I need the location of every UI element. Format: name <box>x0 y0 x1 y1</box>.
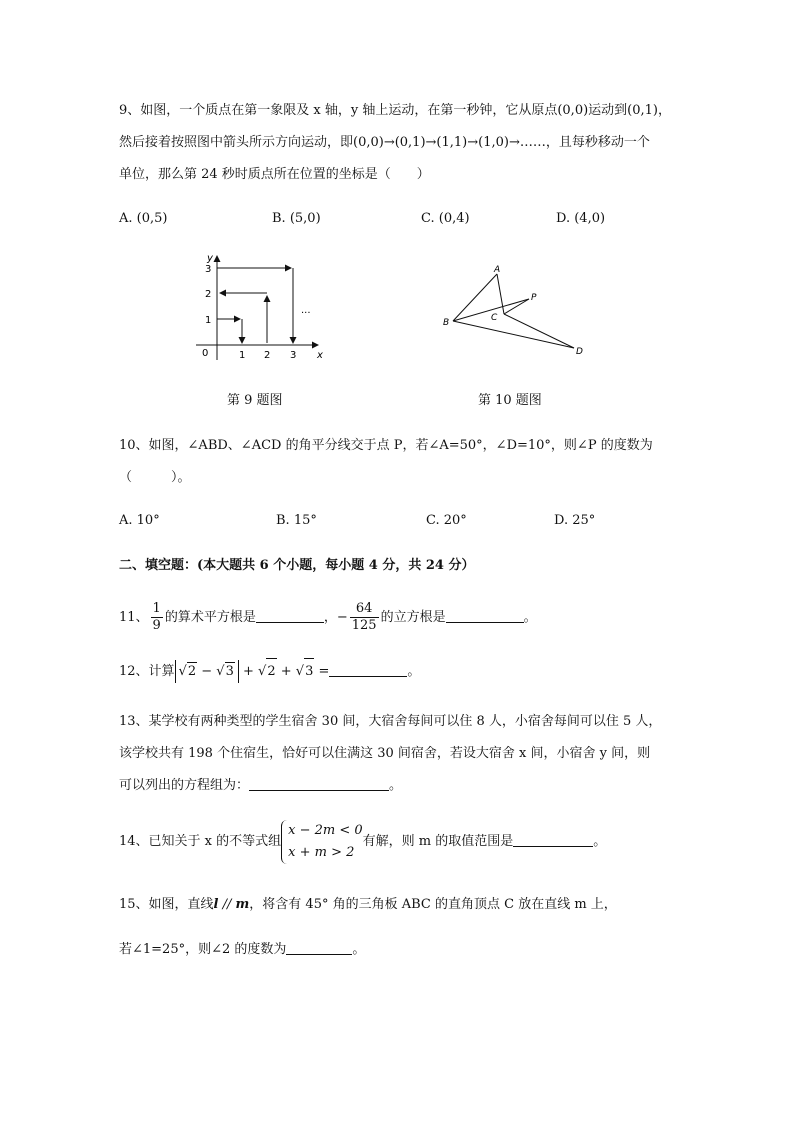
q9-option-b: B. (5,0) <box>272 211 321 226</box>
q10-option-b: B. 15° <box>276 513 317 528</box>
q12-root-2a: 2 <box>187 664 197 679</box>
label-a: A <box>494 265 501 275</box>
q14-end: 。 <box>593 834 607 849</box>
q14-blank[interactable] <box>513 832 593 847</box>
y-axis-label: y <box>207 253 213 264</box>
q9-line-1: 9、如图，一个质点在第一象限及 x 轴，y 轴上运动，在第一秒钟，它从原点(0,0)运动到(0,1)， <box>119 103 671 118</box>
q12-minus: − <box>197 664 217 679</box>
q11-line <box>119 598 537 638</box>
figure-10-diagram <box>438 262 588 360</box>
q10-line-1: 10、如图，∠ABD、∠ACD 的角平分线交于点 P，若∠A=50°，∠D=10°，则∠P 的度数为 <box>119 438 653 453</box>
q10-option-a: A. 10° <box>119 513 160 528</box>
q14-mid: 有解，则 m 的取值范围是 <box>362 834 514 849</box>
q10-line-2: （ ）。 <box>119 470 191 485</box>
q11-blank-1[interactable] <box>256 608 324 623</box>
x-tick-1: 1 <box>239 350 246 361</box>
q15-parallel: // <box>218 897 236 912</box>
figure-9-diagram <box>190 248 340 363</box>
section-2-title: 二、填空题：(本大题共 6 个小题，每小题 4 分，共 24 分） <box>119 558 475 573</box>
q14-line <box>119 818 606 866</box>
q10-option-c: C. 20° <box>426 513 467 528</box>
q11-end: 。 <box>523 610 537 625</box>
q11-frac2-den: 125 <box>351 618 377 633</box>
q11-suffix: 的立方根是 <box>380 610 446 625</box>
q12-blank[interactable] <box>329 662 407 677</box>
q12-plus-2: + <box>276 664 296 679</box>
label-p: P <box>531 293 537 303</box>
q11-neg: − <box>336 610 348 625</box>
q12-eq: = <box>314 664 330 679</box>
q9-option-a: A. (0,5) <box>119 211 168 226</box>
q10-option-d: D. 25° <box>554 513 596 528</box>
q13-end: 。 <box>389 778 403 793</box>
q15-line-1 <box>119 895 617 915</box>
q11-fraction-2 <box>350 601 379 634</box>
q12-root-3a: 3 <box>225 664 234 679</box>
q15-line-1-prefix: 15、如图，直线 <box>119 897 214 912</box>
q14-inequality-2: x + m > 2 <box>288 844 355 860</box>
y-tick-1: 1 <box>205 315 212 326</box>
q14-prefix: 14、已知关于 x 的不等式组 <box>119 834 282 849</box>
origin-label: 0 <box>202 348 209 359</box>
q12-plus-1: + <box>238 664 259 679</box>
q14-inequality-1: x − 2m < 0 <box>288 822 363 838</box>
figure-10-caption: 第 10 题图 <box>478 393 542 408</box>
q14-inequality-system <box>281 820 363 864</box>
q12-line: 12、计算 √2 − √3 + √2 + √3 = 。 <box>119 658 420 685</box>
q13-line-3 <box>119 776 402 796</box>
label-c: C <box>491 313 498 323</box>
q9-line-3: 单位，那么第 24 秒时质点所在位置的坐标是（ ） <box>119 167 430 182</box>
q13-line-3-prefix: 可以列出的方程组为： <box>119 778 250 793</box>
label-b: B <box>443 318 450 328</box>
q11-prefix: 11、 <box>119 610 149 625</box>
q12-abs-value: √2 − √3 <box>175 660 239 683</box>
y-tick-3: 3 <box>205 264 212 275</box>
x-tick-2: 2 <box>264 350 271 361</box>
q15-line-2 <box>119 940 365 960</box>
q11-comma: ， <box>323 610 337 625</box>
q12-prefix: 12、计算 <box>119 664 175 679</box>
q12-root-3b: 3 <box>304 658 314 685</box>
q15-line-m: m <box>235 897 250 912</box>
q11-mid: 的算术平方根是 <box>164 610 256 625</box>
q15-end: 。 <box>352 942 366 957</box>
q13-line-1: 13、某学校有两种类型的学生宿舍 30 间，大宿舍每间可以住 8 人，小宿舍每间可以住 5 人， <box>119 714 662 729</box>
q13-blank[interactable] <box>249 776 389 791</box>
q12-end: 。 <box>407 664 421 679</box>
q11-fraction-1 <box>151 601 163 634</box>
q11-frac1-den: 9 <box>152 618 161 633</box>
q11-blank-2[interactable] <box>446 608 524 623</box>
q9-line-2: 然后接着按照图中箭头所示方向运动，即(0,0)→(0,1)→(1,1)→(1,0)→……，且每秒移动一个 <box>119 135 650 150</box>
x-axis-label: x <box>317 350 323 361</box>
y-tick-2: 2 <box>205 289 212 300</box>
q13-line-2: 该学校共有 198 个住宿生，恰好可以住满这 30 间宿舍，若设大宿舍 x 间，小宿舍 y 间，则 <box>119 746 651 761</box>
q12-root-2b: 2 <box>266 658 276 685</box>
q9-option-d: D. (4,0) <box>556 211 606 226</box>
q15-line-1-suffix: ，将含有 45° 角的三角板 ABC 的直角顶点 C 放在直线 m 上， <box>249 897 617 912</box>
q11-frac2-num: 64 <box>350 601 379 618</box>
q15-blank[interactable] <box>286 940 352 955</box>
q11-frac1-num: 1 <box>152 601 161 616</box>
label-d: D <box>576 347 583 357</box>
q9-option-c: C. (0,4) <box>421 211 470 226</box>
q15-line-l: l <box>213 897 219 912</box>
x-tick-3: 3 <box>290 350 297 361</box>
figure-9-ellipsis: ... <box>301 305 311 316</box>
q15-line-2-prefix: 若∠1=25°，则∠2 的度数为 <box>119 942 287 957</box>
figure-9-caption: 第 9 题图 <box>227 393 283 408</box>
